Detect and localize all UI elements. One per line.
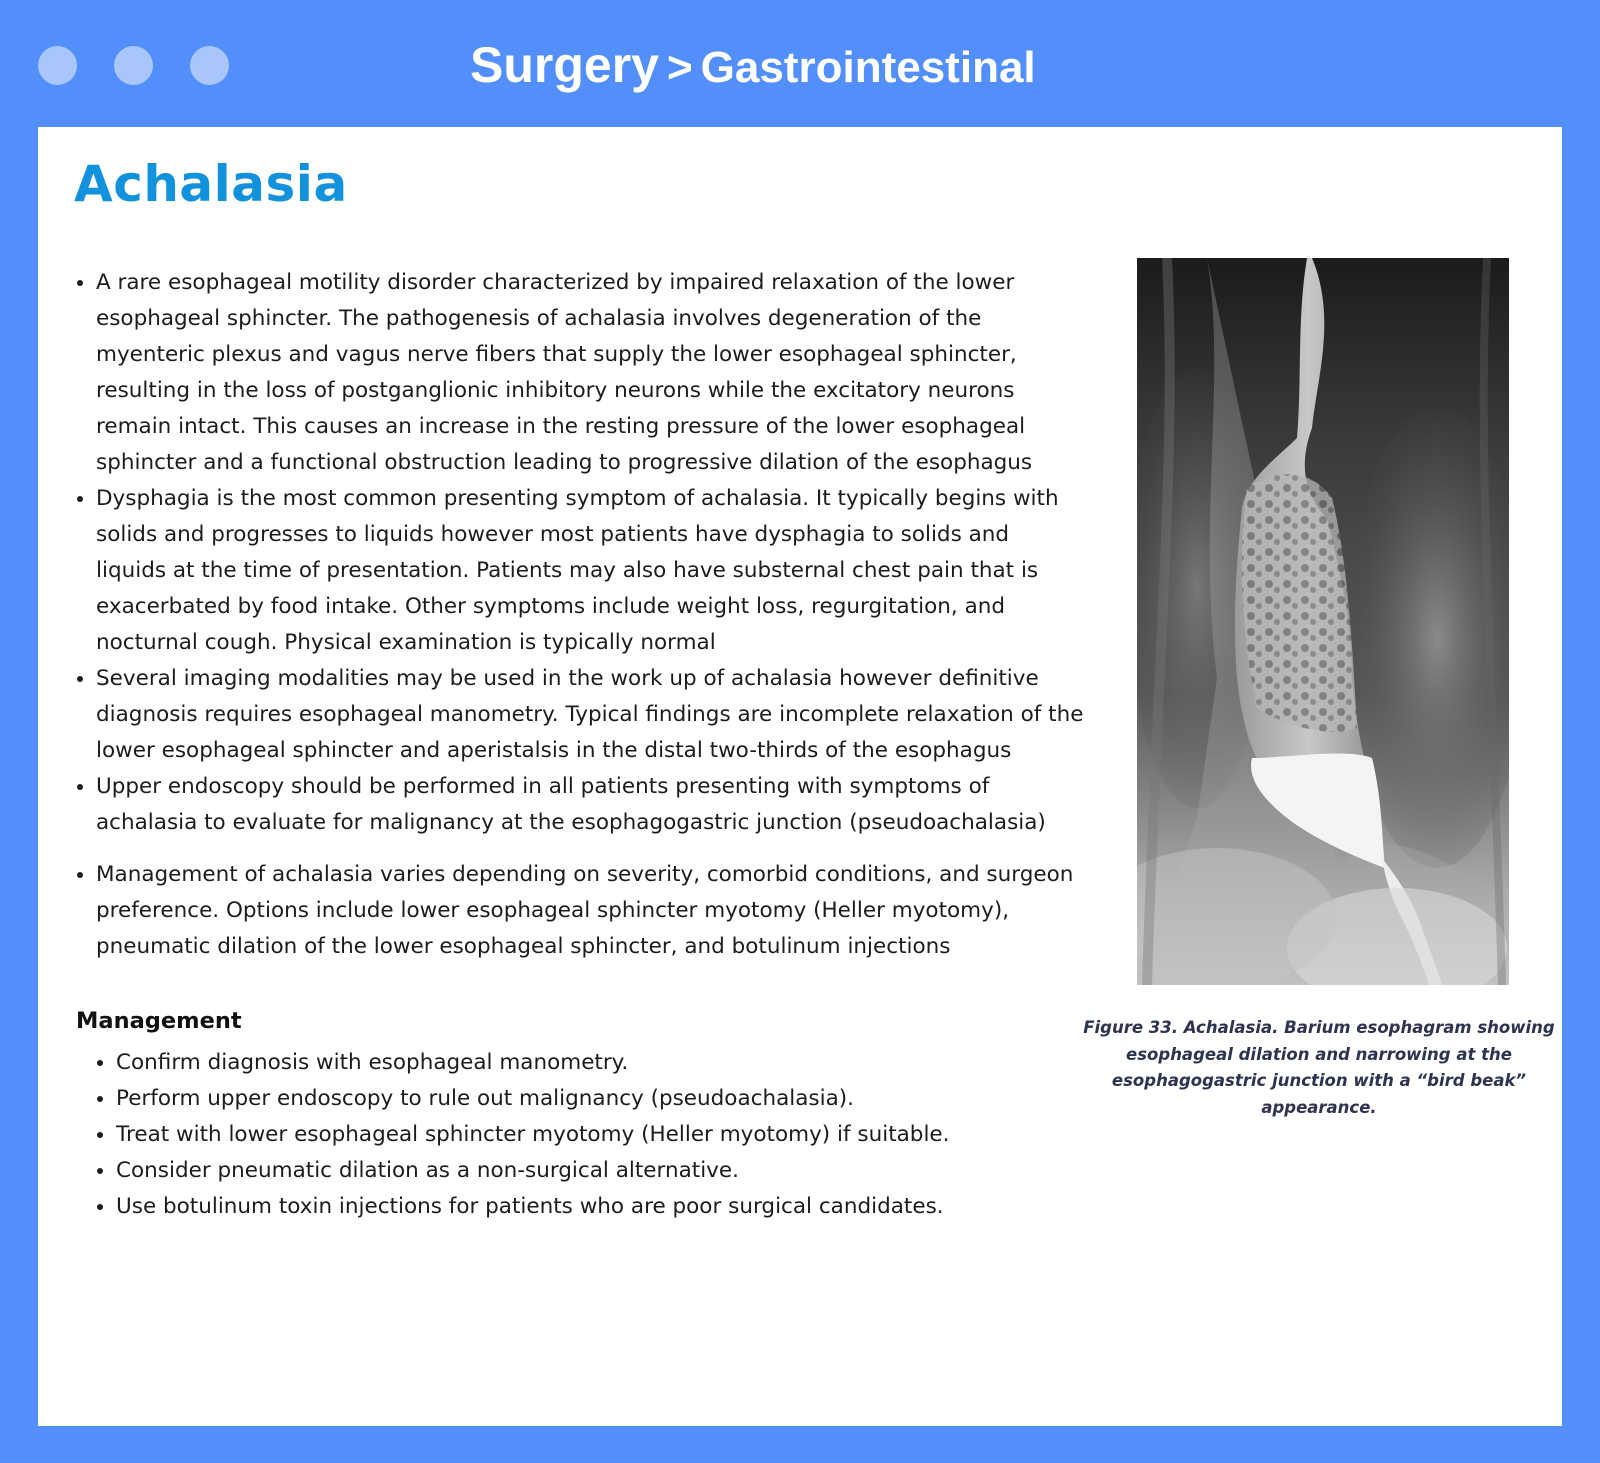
list-item: • Use botulinum toxin injections for patients who are poor surgical candidates.: [116, 1189, 1084, 1225]
list-item: • Dysphagia is the most common presenting symptom of achalasia. It typically begins with solids and progresses to liquids however most patients have dysphagia to solids and liquids at the time of presentation. Patients may also have substernal chest pain that is exacerbated by food intake. Other symptoms include weight loss, regurgitation, and nocturnal cough. Physical examination is typically normal: [96, 481, 1084, 661]
barium-esophagram-image: [1137, 258, 1509, 985]
xray-illustration: [1137, 258, 1509, 985]
figure-caption: Figure 33. Achalasia. Barium esophagram showing esophageal dilation and narrowing at the esophagogastric junction with a “bird beak” appearance.: [1083, 1018, 1555, 1117]
text-column: [74, 265, 1084, 1225]
window-control-2[interactable]: [114, 46, 153, 85]
list-item: • Confirm diagnosis with esophageal manometry.: [116, 1045, 1084, 1081]
list-item: • Consider pneumatic dilation as a non-surgical alternative.: [116, 1153, 1084, 1189]
title-bar: [0, 0, 1600, 127]
list-item: • Management of achalasia varies depending on severity, comorbid conditions, and surgeon preference. Options include lower esophageal sphincter myotomy (Heller myotomy), pneumatic dilation of the lower esophageal sphincter, and botulinum injections: [96, 857, 1084, 965]
list-item: • Treat with lower esophageal sphincter myotomy (Heller myotomy) if suitable.: [116, 1117, 1084, 1153]
breadcrumb: [470, 36, 1036, 94]
window-control-1[interactable]: [38, 46, 77, 85]
list-item: • A rare esophageal motility disorder characterized by impaired relaxation of the lower esophageal sphincter. The pathogenesis of achalasia involves degeneration of the myenteric plexus and vagus nerve fibers that supply the lower esophageal sphincter, resulting in the loss of postganglionic inhibitory neurons while the excitatory neurons remain intact. This causes an increase in the resting pressure of the lower esophageal sphincter and a functional obstruction leading to progressive dilation of the esophagus: [96, 265, 1084, 481]
list-item: • Perform upper endoscopy to rule out malignancy (pseudoachalasia).: [116, 1081, 1084, 1117]
window-control-3[interactable]: [190, 46, 229, 85]
breadcrumb-separator: >: [666, 43, 693, 92]
breadcrumb-section[interactable]: Surgery: [470, 37, 659, 93]
breadcrumb-page: Gastrointestinal: [700, 43, 1036, 92]
content-panel: [38, 127, 1562, 1426]
management-list: [74, 1045, 1084, 1225]
overview-list: [74, 265, 1084, 965]
list-item: • Upper endoscopy should be performed in all patients presenting with symptoms of achalasia to evaluate for malignancy at the esophagogastric junction (pseudoachalasia): [96, 769, 1084, 841]
list-item: • Several imaging modalities may be used in the work up of achalasia however definitive diagnosis requires esophageal manometry. Typical findings are incomplete relaxation of the lower esophageal sphincter and aperistalsis in the distal two-thirds of the esophagus: [96, 661, 1084, 769]
page-title: Achalasia: [74, 155, 348, 213]
management-heading: Management: [76, 1008, 242, 1034]
